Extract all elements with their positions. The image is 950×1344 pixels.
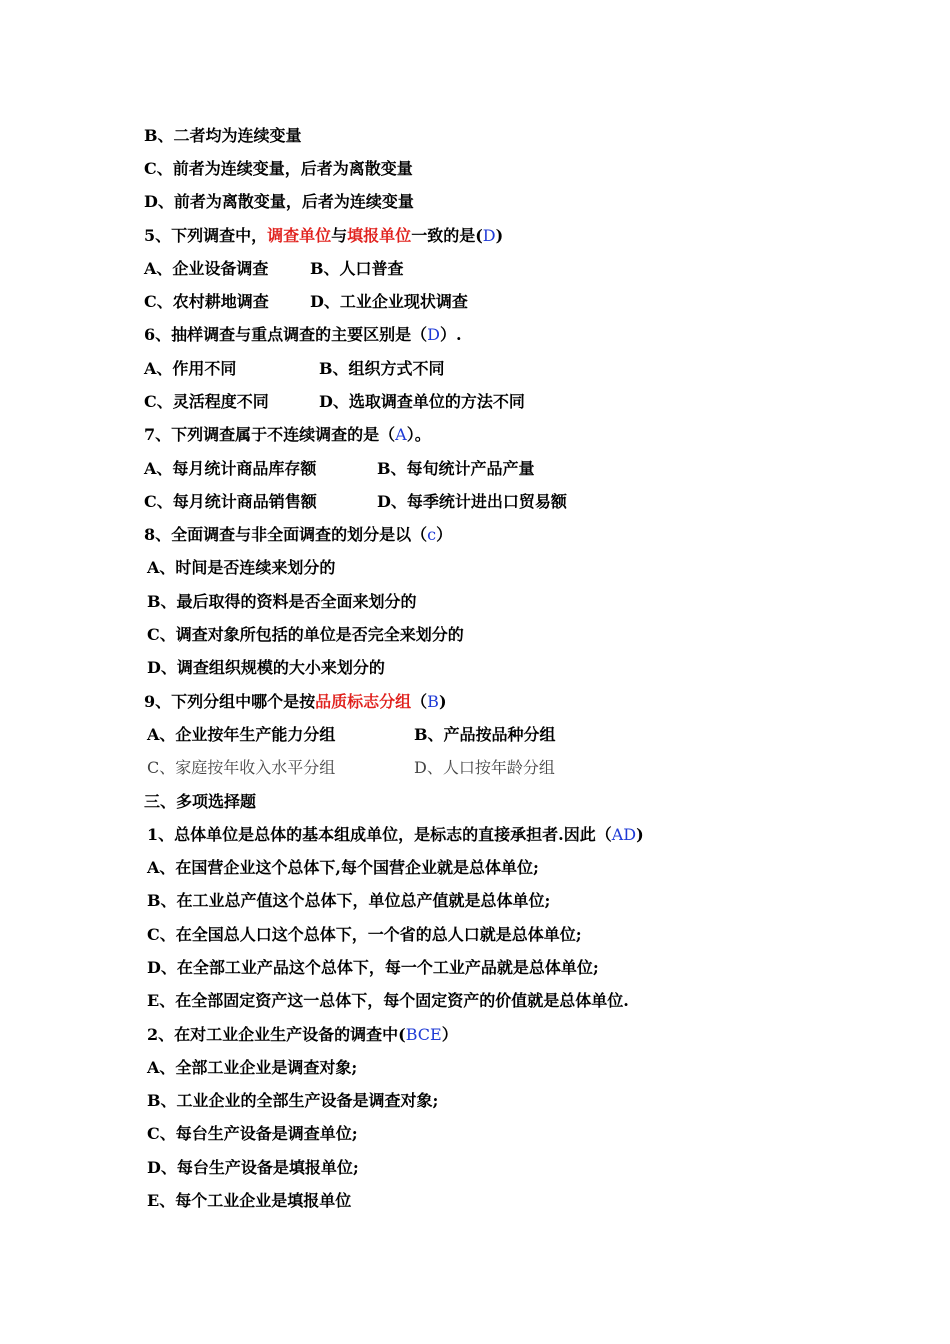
option-a: A、作用不同 (144, 359, 237, 378)
option-b: B、组织方式不同 (319, 359, 445, 378)
option-a: A、每月统计商品库存额 (144, 459, 317, 478)
option-d: D、工业企业现状调查 (310, 292, 468, 311)
option-c: C、灵活程度不同 (144, 392, 269, 411)
question-7 (144, 423, 431, 447)
highlight-term: 品质标志分组 (315, 692, 412, 711)
option-c: C、家庭按年收入水平分组 (147, 758, 336, 777)
option-c: C、农村耕地调查 (144, 292, 269, 311)
option-row (144, 390, 844, 414)
option-c: C、每月统计商品销售额 (144, 492, 317, 511)
option-line: C、前者为连续变量，后者为离散变量 (144, 159, 413, 178)
option-a: A、企业按年生产能力分组 (147, 725, 336, 744)
answer-key: A (395, 425, 407, 444)
question-text: 2、在对工业企业生产设备的调查中( (147, 1025, 406, 1044)
option-row (144, 290, 844, 314)
option-row (144, 257, 844, 281)
option-b: B、每旬统计产品产量 (377, 459, 535, 478)
option-b: B、人口普查 (310, 259, 404, 278)
question-text: 一致的是( (411, 226, 483, 245)
question-text: ）. (439, 325, 462, 344)
option-c: C、每台生产设备是调查单位; (147, 1124, 358, 1143)
question-text: ） (441, 1025, 458, 1044)
option-d: D、在全部工业产品这个总体下，每一个工业产品就是总体单位; (147, 958, 599, 977)
option-line: B、二者均为连续变量 (144, 126, 302, 145)
option-b: B、最后取得的资料是否全面来划分的 (147, 592, 417, 611)
question-text: 1、总体单位是总体的基本组成单位，是标志的直接承担者.因此（ (147, 825, 612, 844)
question-text: 7、下列调查属于不连续调查的是（ (144, 425, 396, 444)
option-a: A、在国营企业这个总体下,每个国营企业就是总体单位; (147, 858, 539, 877)
question-text: ) (495, 226, 504, 245)
question-text: ）。 (406, 425, 431, 444)
option-d: D、每台生产设备是填报单位; (147, 1158, 359, 1177)
highlight-term: 填报单位 (347, 226, 412, 245)
question-text: ) (438, 692, 447, 711)
answer-key: c (427, 525, 437, 544)
option-d: D、选取调查单位的方法不同 (319, 392, 525, 411)
option-row (144, 490, 844, 514)
multi-question-1 (147, 823, 644, 847)
question-text: （ (411, 692, 428, 711)
question-text: ) (636, 825, 644, 844)
option-line: D、前者为离散变量，后者为连续变量 (144, 192, 414, 211)
question-9 (144, 690, 447, 714)
multi-question-2 (147, 1023, 458, 1047)
question-text: 与 (331, 226, 348, 245)
question-5 (144, 224, 503, 248)
option-row (144, 457, 844, 481)
option-e: E、在全部固定资产这一总体下，每个固定资产的价值就是总体单位. (147, 991, 629, 1010)
question-text: 5、下列调查中， (144, 226, 268, 245)
option-d: D、人口按年龄分组 (414, 758, 555, 777)
option-a: A、企业设备调查 (144, 259, 269, 278)
answer-key: AD (611, 825, 637, 844)
option-row (144, 357, 844, 381)
answer-key: D (427, 325, 440, 344)
option-a: A、全部工业企业是调查对象; (147, 1058, 358, 1077)
answer-key: BCE (405, 1025, 442, 1044)
question-text: 8、全面调查与非全面调查的划分是以（ (144, 525, 428, 544)
option-d: D、每季统计进出口贸易额 (377, 492, 567, 511)
question-8 (144, 523, 452, 547)
option-a: A、时间是否连续来划分的 (147, 558, 336, 577)
option-b: B、在工业总产值这个总体下，单位总产值就是总体单位; (147, 891, 551, 910)
option-row (147, 756, 847, 780)
question-6 (144, 323, 462, 347)
question-text: ） (436, 525, 453, 544)
answer-key: B (427, 692, 439, 711)
option-c: C、调查对象所包括的单位是否完全来划分的 (147, 625, 464, 644)
answer-key: D (482, 226, 496, 245)
option-d: D、调查组织规模的大小来划分的 (147, 658, 385, 677)
highlight-term: 调查单位 (267, 226, 332, 245)
option-b: B、工业企业的全部生产设备是调查对象; (147, 1091, 439, 1110)
question-text: 6、抽样调查与重点调查的主要区别是（ (144, 325, 428, 344)
option-c: C、在全国总人口这个总体下，一个省的总人口就是总体单位; (147, 925, 582, 944)
question-text: 9、下列分组中哪个是按 (144, 692, 316, 711)
option-e: E、每个工业企业是填报单位 (147, 1191, 352, 1210)
option-row (147, 723, 847, 747)
option-b: B、产品按品种分组 (414, 725, 556, 744)
section-heading: 三、多项选择题 (144, 792, 257, 811)
